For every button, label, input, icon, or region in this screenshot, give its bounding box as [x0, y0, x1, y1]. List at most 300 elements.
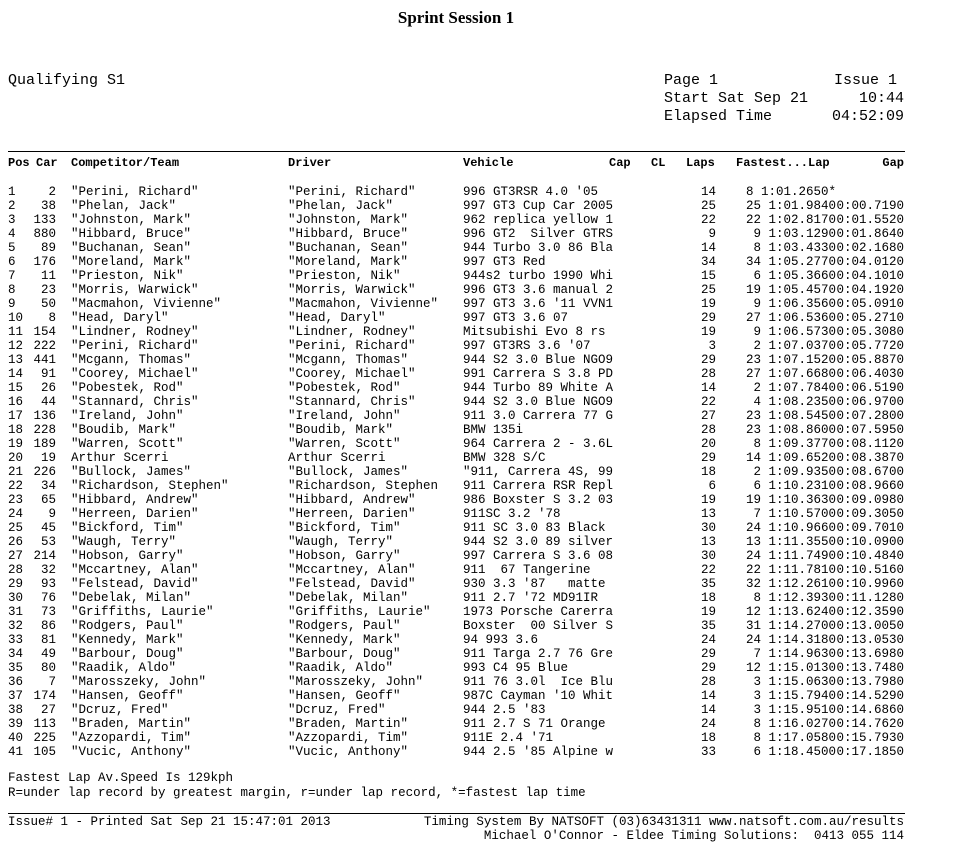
cell-competitor: "Pobestek, Rod"	[71, 381, 184, 395]
cell-laps: 22	[700, 563, 716, 577]
cell-fastest-lap: 27 1:06.5360	[745, 311, 836, 325]
cell-laps: 19	[700, 493, 716, 507]
cell-vehicle: 911 Carrera RSR Repl	[463, 479, 614, 493]
cell-gap: 0:17.1850	[836, 745, 904, 759]
cell-fastest-lap: 8 1:17.0580	[753, 731, 836, 745]
cell-pos: 6	[8, 255, 16, 269]
cell-car: 105	[33, 745, 56, 759]
cell-gap: 0:06.4030	[836, 367, 904, 381]
cell-driver: "Rodgers, Paul"	[288, 619, 401, 633]
cell-car: 34	[40, 479, 56, 493]
cell-pos: 21	[8, 465, 24, 479]
cell-driver: "Johnston, Mark"	[288, 213, 409, 227]
cell-driver: "Lindner, Rodney"	[288, 325, 416, 339]
cell-fastest-lap: 25 1:01.9840	[745, 199, 836, 213]
cell-driver: "Hibbard, Andrew"	[288, 493, 416, 507]
cell-competitor: "Braden, Martin"	[71, 717, 192, 731]
table-row	[0, 647, 980, 661]
header-cl: CL	[651, 156, 666, 170]
table-row	[0, 479, 980, 493]
cell-vehicle: 944 Turbo 89 White A	[463, 381, 614, 395]
cell-gap: 0:14.5290	[836, 689, 904, 703]
cell-vehicle: 996 GT3RSR 4.0 '05	[463, 185, 599, 199]
table-row	[0, 227, 980, 241]
cell-gap: 0:09.3050	[836, 507, 904, 521]
elapsed-time: 04:52:09	[831, 108, 904, 125]
table-row	[0, 437, 980, 451]
cell-driver: "Perini, Richard"	[288, 185, 416, 199]
cell-competitor: "Raadik, Aldo"	[71, 661, 177, 675]
cell-car: 38	[40, 199, 56, 213]
cell-vehicle: 944 S2 3.0 89 silver	[463, 535, 614, 549]
cell-fastest-lap: 8 1:03.4330	[753, 241, 836, 255]
cell-pos: 28	[8, 563, 24, 577]
cell-driver: "Morris, Warwick"	[288, 283, 416, 297]
cell-driver: "Vucic, Anthony"	[288, 745, 409, 759]
cell-competitor: "Coorey, Michael"	[71, 367, 199, 381]
cell-vehicle: 996 GT2 Silver GTRS	[463, 227, 614, 241]
cell-gap: 0:09.0980	[836, 493, 904, 507]
cell-pos: 38	[8, 703, 24, 717]
table-row	[0, 381, 980, 395]
cell-fastest-lap: 14 1:09.6520	[745, 451, 836, 465]
cell-car: 23	[40, 283, 56, 297]
cell-vehicle: 911E 2.4 '71	[463, 731, 554, 745]
cell-driver: "Pobestek, Rod"	[288, 381, 401, 395]
cell-fastest-lap: 7 1:10.5700	[753, 507, 836, 521]
cell-fastest-lap: 6 1:10.2310	[753, 479, 836, 493]
cell-laps: 30	[700, 549, 716, 563]
cell-vehicle: 1973 Porsche Carerra	[463, 605, 614, 619]
cell-gap: 0:13.6980	[836, 647, 904, 661]
cell-car: 225	[33, 731, 56, 745]
cell-laps: 19	[700, 297, 716, 311]
cell-car: 65	[40, 493, 56, 507]
cell-fastest-lap: 31 1:14.2700	[745, 619, 836, 633]
cell-pos: 2	[8, 199, 16, 213]
table-row	[0, 521, 980, 535]
table-row	[0, 185, 980, 199]
cell-competitor: "Ireland, John"	[71, 409, 184, 423]
cell-pos: 15	[8, 381, 24, 395]
cell-gap: 0:01.8640	[836, 227, 904, 241]
cell-laps: 15	[700, 269, 716, 283]
session-name: Qualifying S1	[8, 72, 126, 89]
cell-driver: "Hibbard, Bruce"	[288, 227, 409, 241]
cell-pos: 17	[8, 409, 24, 423]
table-row	[0, 549, 980, 563]
cell-pos: 32	[8, 619, 24, 633]
cell-driver: "Moreland, Mark"	[288, 255, 409, 269]
cell-car: 133	[33, 213, 56, 227]
cell-laps: 22	[700, 213, 716, 227]
cell-laps: 29	[700, 353, 716, 367]
cell-car: 113	[33, 717, 56, 731]
cell-driver: "Kennedy, Mark"	[288, 633, 401, 647]
cell-driver: "Coorey, Michael"	[288, 367, 416, 381]
cell-gap: 0:10.4840	[836, 549, 904, 563]
cell-vehicle: 987C Cayman '10 Whit	[463, 689, 614, 703]
cell-competitor: "Macmahon, Vivienne"	[71, 297, 222, 311]
cell-vehicle: 911 2.7 '72 MD91IR	[463, 591, 599, 605]
cell-car: 76	[40, 591, 56, 605]
cell-laps: 14	[700, 185, 716, 199]
cell-vehicle: 94 993 3.6	[463, 633, 539, 647]
cell-driver: Arthur Scerri	[288, 451, 386, 465]
cell-pos: 33	[8, 633, 24, 647]
cell-gap: 0:01.5520	[836, 213, 904, 227]
cell-fastest-lap: 2 1:07.7840	[753, 381, 836, 395]
cell-vehicle: "911, Carrera 4S, 99	[463, 465, 614, 479]
cell-competitor: "Bullock, James"	[71, 465, 192, 479]
elapsed-label: Elapsed Time	[664, 108, 773, 125]
cell-competitor: "Griffiths, Laurie"	[71, 605, 214, 619]
cell-gap: 0:05.3080	[836, 325, 904, 339]
cell-pos: 12	[8, 339, 24, 353]
cell-fastest-lap: 12 1:13.6240	[745, 605, 836, 619]
cell-gap: 0:06.5190	[836, 381, 904, 395]
cell-competitor: "Hobson, Garry"	[71, 549, 184, 563]
timing-system-info: Timing System By NATSOFT (03)63431311 www.natsoft.com.au/results	[423, 815, 904, 829]
cell-laps: 24	[700, 633, 716, 647]
cell-car: 174	[33, 689, 56, 703]
cell-gap: 0:05.0910	[836, 297, 904, 311]
cell-vehicle: 986 Boxster S 3.2 03	[463, 493, 614, 507]
cell-competitor: "Hibbard, Andrew"	[71, 493, 199, 507]
cell-laps: 35	[700, 619, 716, 633]
cell-pos: 1	[8, 185, 16, 199]
cell-gap: 0:08.9660	[836, 479, 904, 493]
cell-competitor: "Boudib, Mark"	[71, 423, 177, 437]
table-row	[0, 395, 980, 409]
header-laps: Laps	[686, 156, 715, 170]
header-driver: Driver	[288, 156, 332, 170]
cell-car: 7	[48, 675, 56, 689]
cell-vehicle: 997 GT3 3.6 07	[463, 311, 569, 325]
cell-car: 222	[33, 339, 56, 353]
cell-car: 49	[40, 647, 56, 661]
cell-fastest-lap: 3 1:15.9510	[753, 703, 836, 717]
cell-laps: 9	[708, 227, 716, 241]
cell-driver: "Felstead, David"	[288, 577, 416, 591]
cell-vehicle: 962 replica yellow 1	[463, 213, 614, 227]
cell-driver: "Mcgann, Thomas"	[288, 353, 409, 367]
table-row	[0, 423, 980, 437]
table-row	[0, 493, 980, 507]
cell-car: 27	[40, 703, 56, 717]
cell-driver: "Phelan, Jack"	[288, 199, 394, 213]
header-vehicle: Vehicle	[463, 156, 514, 170]
cell-driver: "Waugh, Terry"	[288, 535, 394, 549]
cell-gap: 0:04.1010	[836, 269, 904, 283]
table-row	[0, 563, 980, 577]
cell-driver: "Warren, Scott"	[288, 437, 401, 451]
timing-credit: Michael O'Connor - Eldee Timing Solutions: 0413 055 114	[483, 829, 904, 843]
cell-competitor: "Mccartney, Alan"	[71, 563, 199, 577]
cell-competitor: "Lindner, Rodney"	[71, 325, 199, 339]
cell-fastest-lap: 7 1:14.9630	[753, 647, 836, 661]
table-row	[0, 731, 980, 745]
cell-pos: 4	[8, 227, 16, 241]
table-row	[0, 353, 980, 367]
table-row	[0, 507, 980, 521]
cell-driver: "Stannard, Chris"	[288, 395, 416, 409]
cell-pos: 7	[8, 269, 16, 283]
cell-fastest-lap: 9 1:06.5730	[753, 325, 836, 339]
cell-pos: 14	[8, 367, 24, 381]
fastest-speed-note: Fastest Lap Av.Speed Is 129kph	[8, 771, 234, 785]
cell-competitor: "Mcgann, Thomas"	[71, 353, 192, 367]
cell-fastest-lap: 13 1:11.3550	[745, 535, 836, 549]
cell-competitor: "Morris, Warwick"	[71, 283, 199, 297]
cell-fastest-lap: 27 1:07.6680	[745, 367, 836, 381]
cell-vehicle: 911 SC 3.0 83 Black	[463, 521, 606, 535]
cell-competitor: "Rodgers, Paul"	[71, 619, 184, 633]
table-row	[0, 745, 980, 759]
cell-fastest-lap: 23 1:08.8600	[745, 423, 836, 437]
cell-pos: 36	[8, 675, 24, 689]
cell-car: 80	[40, 661, 56, 675]
header-car: Car	[36, 156, 58, 170]
cell-laps: 27	[700, 409, 716, 423]
cell-fastest-lap: 6 1:18.4500	[753, 745, 836, 759]
cell-laps: 13	[700, 535, 716, 549]
table-row	[0, 297, 980, 311]
cell-driver: "Bickford, Tim"	[288, 521, 401, 535]
cell-driver: "Richardson, Stephen	[288, 479, 439, 493]
cell-car: 226	[33, 465, 56, 479]
cell-driver: "Ireland, John"	[288, 409, 401, 423]
cell-laps: 25	[700, 199, 716, 213]
cell-driver: "Hobson, Garry"	[288, 549, 401, 563]
table-row	[0, 717, 980, 731]
results-table	[0, 185, 980, 759]
cell-pos: 22	[8, 479, 24, 493]
cell-vehicle: 997 Carrera S 3.6 08	[463, 549, 614, 563]
cell-pos: 8	[8, 283, 16, 297]
cell-driver: "Debelak, Milan"	[288, 591, 409, 605]
cell-gap: 0:11.1280	[836, 591, 904, 605]
cell-laps: 29	[700, 647, 716, 661]
cell-gap: 0:08.1120	[836, 437, 904, 451]
cell-fastest-lap: 9 1:06.3560	[753, 297, 836, 311]
start-label: Start Sat Sep 21	[664, 90, 809, 107]
cell-pos: 34	[8, 647, 24, 661]
cell-vehicle: 911 3.0 Carrera 77 G	[463, 409, 614, 423]
cell-gap: 0:04.0120	[836, 255, 904, 269]
header-fastest: Fastest...Lap	[736, 156, 830, 170]
cell-driver: "Herreen, Darien"	[288, 507, 416, 521]
cell-laps: 30	[700, 521, 716, 535]
table-row	[0, 535, 980, 549]
header-competitor: Competitor/Team	[71, 156, 180, 170]
cell-laps: 29	[700, 661, 716, 675]
cell-laps: 34	[700, 255, 716, 269]
cell-car: 2	[48, 185, 56, 199]
cell-fastest-lap: 6 1:05.3660	[753, 269, 836, 283]
cell-fastest-lap: 8 1:01.2650*	[745, 185, 836, 199]
cell-competitor: "Johnston, Mark"	[71, 213, 192, 227]
cell-vehicle: 911 Targa 2.7 76 Gre	[463, 647, 614, 661]
cell-fastest-lap: 4 1:08.2350	[753, 395, 836, 409]
table-row	[0, 451, 980, 465]
cell-vehicle: BMW 328 S/C	[463, 451, 546, 465]
table-row	[0, 325, 980, 339]
cell-pos: 20	[8, 451, 24, 465]
cell-gap: 0:05.7720	[836, 339, 904, 353]
cell-car: 93	[40, 577, 56, 591]
header-divider	[8, 151, 905, 152]
cell-car: 89	[40, 241, 56, 255]
cell-pos: 30	[8, 591, 24, 605]
cell-fastest-lap: 19 1:05.4570	[745, 283, 836, 297]
cell-pos: 19	[8, 437, 24, 451]
issue-label: Issue 1	[834, 72, 898, 89]
cell-vehicle: 944 2.5 '83	[463, 703, 546, 717]
cell-vehicle: 911SC 3.2 '78	[463, 507, 561, 521]
cell-vehicle: 993 C4 95 Blue	[463, 661, 569, 675]
cell-gap: 0:13.0530	[836, 633, 904, 647]
cell-fastest-lap: 3 1:15.0630	[753, 675, 836, 689]
cell-competitor: "Prieston, Nik"	[71, 269, 184, 283]
table-row	[0, 619, 980, 633]
cell-gap: 0:09.7010	[836, 521, 904, 535]
header-pos: Pos	[8, 156, 30, 170]
cell-laps: 20	[700, 437, 716, 451]
cell-competitor: "Bickford, Tim"	[71, 521, 184, 535]
cell-car: 19	[40, 451, 56, 465]
table-row	[0, 339, 980, 353]
cell-pos: 3	[8, 213, 16, 227]
cell-pos: 5	[8, 241, 16, 255]
cell-laps: 28	[700, 423, 716, 437]
cell-vehicle: BMW 135i	[463, 423, 524, 437]
table-row	[0, 213, 980, 227]
cell-gap: 0:08.6700	[836, 465, 904, 479]
cell-vehicle: 944 S2 3.0 Blue NGO9	[463, 353, 614, 367]
cell-fastest-lap: 22 1:11.7810	[745, 563, 836, 577]
cell-competitor: "Barbour, Doug"	[71, 647, 184, 661]
cell-pos: 31	[8, 605, 24, 619]
cell-fastest-lap: 23 1:07.1520	[745, 353, 836, 367]
cell-driver: "Dcruz, Fred"	[288, 703, 386, 717]
cell-gap: 0:13.7980	[836, 675, 904, 689]
cell-competitor: "Head, Daryl"	[71, 311, 169, 325]
table-row	[0, 283, 980, 297]
cell-car: 154	[33, 325, 56, 339]
cell-competitor: "Buchanan, Sean"	[71, 241, 192, 255]
cell-car: 81	[40, 633, 56, 647]
cell-gap: 0:10.5160	[836, 563, 904, 577]
cell-competitor: "Warren, Scott"	[71, 437, 184, 451]
cell-gap: 0:07.2800	[836, 409, 904, 423]
table-row	[0, 241, 980, 255]
cell-competitor: "Debelak, Milan"	[71, 591, 192, 605]
cell-pos: 41	[8, 745, 24, 759]
cell-competitor: "Marosszeky, John"	[71, 675, 207, 689]
printed-info: Issue# 1 - Printed Sat Sep 21 15:47:01 2013	[8, 815, 331, 829]
start-time: 10:44	[858, 90, 904, 107]
cell-car: 9	[48, 507, 56, 521]
cell-pos: 9	[8, 297, 16, 311]
cell-driver: "Mccartney, Alan"	[288, 563, 416, 577]
cell-fastest-lap: 12 1:15.0130	[745, 661, 836, 675]
table-row	[0, 199, 980, 213]
cell-fastest-lap: 19 1:10.3630	[745, 493, 836, 507]
cell-laps: 22	[700, 395, 716, 409]
cell-competitor: "Stannard, Chris"	[71, 395, 199, 409]
cell-laps: 3	[708, 339, 716, 353]
table-row	[0, 605, 980, 619]
cell-gap: 0:10.0900	[836, 535, 904, 549]
cell-driver: "Griffiths, Laurie"	[288, 605, 431, 619]
cell-competitor: "Phelan, Jack"	[71, 199, 177, 213]
cell-vehicle: 944s2 turbo 1990 Whi	[463, 269, 614, 283]
table-row	[0, 367, 980, 381]
table-row	[0, 409, 980, 423]
cell-car: 44	[40, 395, 56, 409]
cell-vehicle: 944 2.5 '85 Alpine w	[463, 745, 614, 759]
cell-car: 214	[33, 549, 56, 563]
cell-fastest-lap: 8 1:09.3770	[753, 437, 836, 451]
cell-laps: 18	[700, 731, 716, 745]
cell-laps: 6	[708, 479, 716, 493]
cell-car: 32	[40, 563, 56, 577]
cell-car: 11	[40, 269, 56, 283]
cell-laps: 24	[700, 717, 716, 731]
cell-laps: 18	[700, 465, 716, 479]
cell-car: 26	[40, 381, 56, 395]
cell-driver: "Boudib, Mark"	[288, 423, 394, 437]
cell-pos: 26	[8, 535, 24, 549]
cell-vehicle: 911 67 Tangerine	[463, 563, 591, 577]
cell-vehicle: 997 GT3 Cup Car 2005	[463, 199, 614, 213]
cell-gap: 0:14.6860	[836, 703, 904, 717]
cell-fastest-lap: 24 1:10.9660	[745, 521, 836, 535]
cell-vehicle: Mitsubishi Evo 8 rs	[463, 325, 606, 339]
header-cap: Cap	[609, 156, 631, 170]
cell-gap: 0:06.9700	[836, 395, 904, 409]
cell-laps: 28	[700, 367, 716, 381]
cell-fastest-lap: 34 1:05.2770	[745, 255, 836, 269]
cell-driver: "Marosszeky, John"	[288, 675, 424, 689]
cell-fastest-lap: 8 1:12.3930	[753, 591, 836, 605]
cell-pos: 18	[8, 423, 24, 437]
cell-vehicle: 944 S2 3.0 Blue NGO9	[463, 395, 614, 409]
table-row	[0, 577, 980, 591]
legend-note: R=under lap record by greatest margin, r=under lap record, *=fastest lap time	[8, 786, 586, 800]
cell-gap: 0:04.1920	[836, 283, 904, 297]
cell-vehicle: Boxster 00 Silver S	[463, 619, 614, 633]
cell-car: 136	[33, 409, 56, 423]
cell-pos: 24	[8, 507, 24, 521]
table-row	[0, 633, 980, 647]
cell-gap: 0:07.5950	[836, 423, 904, 437]
cell-competitor: "Waugh, Terry"	[71, 535, 177, 549]
cell-pos: 25	[8, 521, 24, 535]
cell-pos: 11	[8, 325, 24, 339]
cell-competitor: "Felstead, David"	[71, 577, 199, 591]
cell-laps: 35	[700, 577, 716, 591]
table-row	[0, 269, 980, 283]
cell-vehicle: 911 2.7 S 71 Orange	[463, 717, 606, 731]
cell-competitor: "Perini, Richard"	[71, 185, 199, 199]
cell-driver: "Bullock, James"	[288, 465, 409, 479]
cell-car: 880	[33, 227, 56, 241]
cell-fastest-lap: 8 1:16.0270	[753, 717, 836, 731]
cell-driver: "Azzopardi, Tim"	[288, 731, 409, 745]
cell-laps: 33	[700, 745, 716, 759]
